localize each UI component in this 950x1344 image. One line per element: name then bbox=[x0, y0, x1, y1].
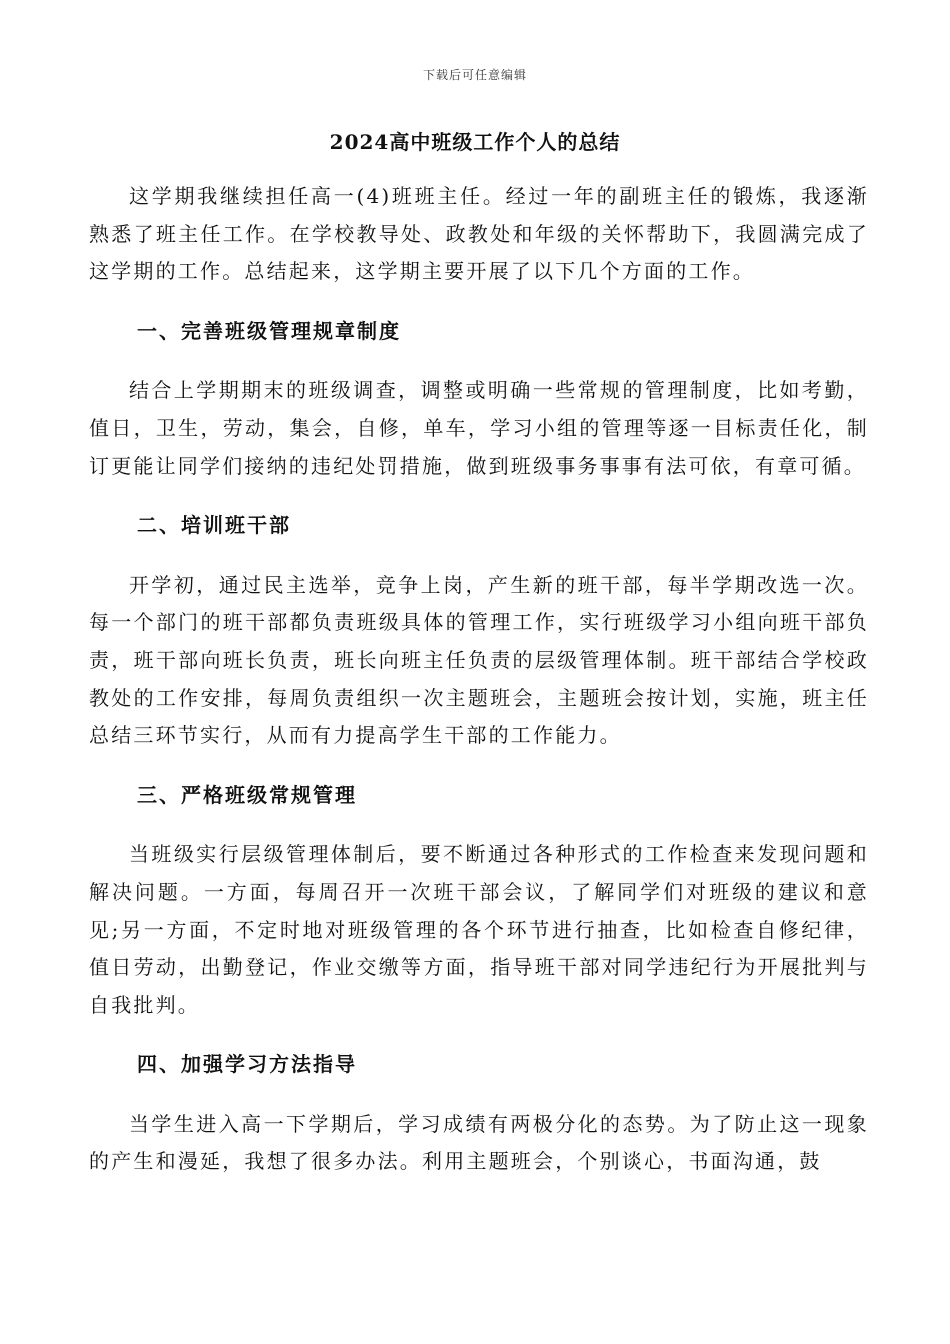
section-1-paragraph: 结合上学期期末的班级调查，调整或明确一些常规的管理制度，比如考勤，值日，卫生，劳动，集会，自修，单车，学习小组的管理等逐一目标责任化，制订更能让同学们接纳的违纪处罚措施，做到班级事务事事有法可依，有章可循。 bbox=[89, 378, 869, 478]
section-2-paragraph: 开学初，通过民主选举，竞争上岗，产生新的班干部，每半学期改选一次。每一个部门的班干部都负责班级具体的管理工作，实行班级学习小组向班干部负责，班干部向班长负责，班长向班主任负责的层级管理体制。班干部结合学校政教处的工作安排，每周负责组织一次主题班会，主题班会按计划，实施，班主任总结三环节实行，从而有力提高学生干部的工作能力。 bbox=[89, 572, 869, 748]
document-body bbox=[89, 178, 869, 1181]
section-4-paragraph: 当学生进入高一下学期后，学习成绩有两极分化的态势。为了防止这一现象的产生和漫延，我想了很多办法。利用主题班会，个别谈心，书面沟通，鼓 bbox=[89, 1111, 869, 1174]
section-4-heading: 四、加强学习方法指导 bbox=[137, 1052, 357, 1077]
document-title: 2024高中班级工作个人的总结 bbox=[329, 130, 621, 154]
section-3-heading: 三、严格班级常规管理 bbox=[137, 782, 357, 807]
intro-paragraph: 这学期我继续担任高一(4)班班主任。经过一年的副班主任的锻炼，我逐渐熟悉了班主任工作。在学校教导处、政教处和年级的关怀帮助下，我圆满完成了这学期的工作。总结起来，这学期主要开展了以下几个方面的工作。 bbox=[89, 184, 869, 284]
page-header-note: 下载后可任意编辑 bbox=[422, 68, 527, 82]
section-3-paragraph: 当班级实行层级管理体制后，要不断通过各种形式的工作检查来发现问题和解决问题。一方面，每周召开一次班干部会议，了解同学们对班级的建议和意见;另一方面，不定时地对班级管理的各个环节进行抽查，比如检查自修纪律，值日劳动，出勤登记，作业交缴等方面，指导班干部对同学违纪行为开展批判与自我批判。 bbox=[89, 842, 869, 1017]
section-2-heading: 二、培训班干部 bbox=[137, 513, 291, 538]
section-1-heading: 一、完善班级管理规章制度 bbox=[137, 318, 401, 343]
